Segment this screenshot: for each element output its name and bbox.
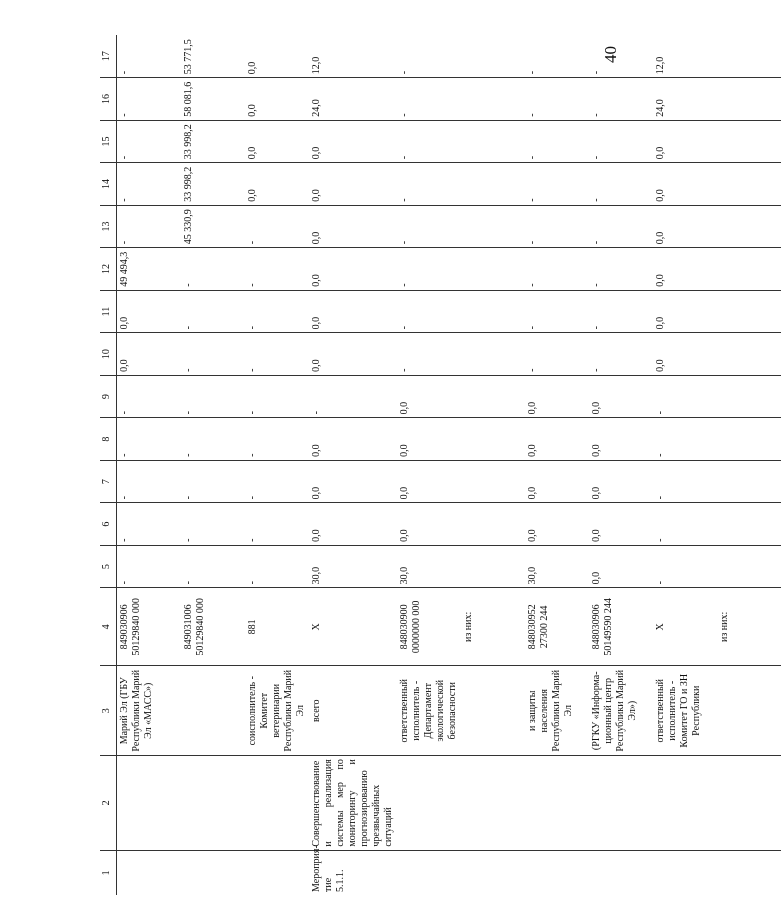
value-cell-col-17: 12,0 [309,35,397,78]
table-row [717,35,781,895]
budget-code-cell: 881 [245,588,309,666]
value-cell-col-13: - [117,205,182,248]
value-cell-col-6: 0,0 [525,503,589,546]
value-cell-col-16: 0,0 [245,78,309,121]
value-cell-col-17: 53 771,5 [181,35,245,78]
value-cell-col-15: 0,0 [245,120,309,163]
event-code-cell [653,850,717,895]
value-cell-col-6: 0,0 [589,503,653,546]
table-row [117,35,182,895]
value-cell-col-8: 0,0 [525,418,589,461]
value-cell-col-10: 0,0 [653,333,717,376]
column-header-2: 2 [100,756,117,851]
value-cell-col-7: - [181,460,245,503]
value-cell-col-5 [717,545,781,588]
value-cell-col-12: - [181,248,245,291]
event-code-cell [117,850,182,895]
value-cell-col-17 [461,35,525,78]
executor-cell [717,666,781,756]
value-cell-col-16: - [589,78,653,121]
value-cell-col-11: - [525,290,589,333]
value-cell-col-9: - [245,375,309,418]
value-cell-col-5: - [117,545,182,588]
value-cell-col-11: - [589,290,653,333]
value-cell-col-10: - [397,333,461,376]
value-cell-col-16: - [397,78,461,121]
value-cell-col-15: - [117,120,182,163]
value-cell-col-15: - [525,120,589,163]
value-cell-col-17: - [397,35,461,78]
value-cell-col-8: - [245,418,309,461]
event-name-cell [245,756,309,851]
executor-cell: Марий Эл (ГБУ Республики Марий Эл «МАСС») [117,666,182,756]
value-cell-col-13: - [397,205,461,248]
value-cell-col-11 [461,290,525,333]
column-header-17: 17 [100,35,117,78]
value-cell-col-7: 0,0 [589,460,653,503]
value-cell-col-17 [717,35,781,78]
executor-cell: (РГКУ «Информа-ционный центр Республики Марий Эл») [589,666,653,756]
value-cell-col-5: 30,0 [525,545,589,588]
value-cell-col-6: 0,0 [309,503,397,546]
value-cell-col-9: - [309,375,397,418]
value-cell-col-12 [717,248,781,291]
value-cell-col-17: 0,0 [245,35,309,78]
value-cell-col-14: 0,0 [653,163,717,206]
event-name-cell [461,756,525,851]
value-cell-col-8: - [653,418,717,461]
value-cell-col-13: - [589,205,653,248]
value-cell-col-12: 49 494,3 [117,248,182,291]
event-name-cell [397,756,461,851]
value-cell-col-13: - [245,205,309,248]
value-cell-col-8 [717,418,781,461]
value-cell-col-10: 0,0 [117,333,182,376]
event-code-cell [181,850,245,895]
value-cell-col-11: - [181,290,245,333]
column-header-3: 3 [100,666,117,756]
event-name-cell [117,756,182,851]
value-cell-col-12 [461,248,525,291]
event-code-cell: Мероприя-тие 5.1.1. [311,845,346,892]
value-cell-col-17: - [589,35,653,78]
budget-code-cell: 848030900 0000000 000 [397,588,461,666]
value-cell-col-9: 0,0 [525,375,589,418]
event-name-cell [589,756,653,851]
value-cell-col-9 [717,375,781,418]
value-cell-col-5: - [181,545,245,588]
event-code-cell [717,850,781,895]
value-cell-col-13 [717,205,781,248]
value-cell-col-16 [717,78,781,121]
table-row [653,35,717,895]
value-cell-col-17: - [117,35,182,78]
table-row [309,35,397,895]
value-cell-col-7: 0,0 [309,460,397,503]
column-header-11: 11 [100,290,117,333]
page-number: 40 [601,46,620,63]
budget-code-cell: X [653,588,717,666]
value-cell-col-15 [461,120,525,163]
value-cell-col-6: - [181,503,245,546]
column-header-7: 7 [100,460,117,503]
value-cell-col-12: - [525,248,589,291]
budget-code-cell: из них: [717,588,781,666]
event-code-cell [589,850,653,895]
event-code-cell [525,850,589,895]
value-cell-col-6: - [653,503,717,546]
value-cell-col-10: - [181,333,245,376]
value-cell-col-13: 45 330,9 [181,205,245,248]
value-cell-col-16: - [117,78,182,121]
value-cell-col-13: - [525,205,589,248]
value-cell-col-16 [461,78,525,121]
value-cell-col-14 [461,163,525,206]
value-cell-col-14: - [589,163,653,206]
executor-cell: ответственный исполнитель - Комитет ГО и ЗН Республики [653,666,717,756]
event-code-cell [397,850,461,895]
value-cell-col-6: - [117,503,182,546]
value-cell-col-14: - [525,163,589,206]
column-header-8: 8 [100,418,117,461]
value-cell-col-10: - [245,333,309,376]
value-cell-col-7 [461,460,525,503]
budget-code-cell: 848030906 50149590 244 [589,588,653,666]
value-cell-col-9: - [117,375,182,418]
value-cell-col-13 [461,205,525,248]
value-cell-col-7: 0,0 [525,460,589,503]
value-cell-col-9: - [653,375,717,418]
value-cell-col-11: - [397,290,461,333]
value-cell-col-7: - [117,460,182,503]
column-header-4: 4 [100,588,117,666]
value-cell-col-14: 33 998,2 [181,163,245,206]
executor-cell: и защиты населения Республики Марий Эл [525,666,589,756]
executor-cell [461,666,525,756]
executor-cell [181,666,245,756]
event-name-cell: Совершенствование и реализация системы мер по мониторингу и прогнозированию чрезвычайных ситуаций [309,756,397,851]
value-cell-col-10 [717,333,781,376]
event-code-cell [461,850,525,895]
value-cell-col-6: 0,0 [397,503,461,546]
value-cell-col-6: - [245,503,309,546]
value-cell-col-12: - [245,248,309,291]
value-cell-col-10: - [589,333,653,376]
column-header-16: 16 [100,78,117,121]
column-header-9: 9 [100,375,117,418]
event-name-cell [653,756,717,851]
column-header-13: 13 [100,205,117,248]
value-cell-col-5: - [245,545,309,588]
column-header-5: 5 [100,545,117,588]
value-cell-col-12: - [589,248,653,291]
column-header-6: 6 [100,503,117,546]
value-cell-col-15: 0,0 [309,120,397,163]
value-cell-col-11: 0,0 [117,290,182,333]
value-cell-col-10: 0,0 [309,333,397,376]
value-cell-col-8 [461,418,525,461]
value-cell-col-8: - [117,418,182,461]
budget-code-cell: X [309,588,397,666]
value-cell-col-6 [717,503,781,546]
value-cell-col-15: - [397,120,461,163]
value-cell-col-9: - [181,375,245,418]
value-cell-col-10: - [525,333,589,376]
value-cell-col-15: - [589,120,653,163]
column-header-12: 12 [100,248,117,291]
value-cell-col-11: - [245,290,309,333]
value-cell-col-14: 0,0 [309,163,397,206]
table-row [397,35,461,895]
value-cell-col-10 [461,333,525,376]
value-cell-col-16: 58 081,6 [181,78,245,121]
value-cell-col-8: 0,0 [397,418,461,461]
event-name-cell [525,756,589,851]
value-cell-col-8: 0,0 [309,418,397,461]
value-cell-col-13: 0,0 [653,205,717,248]
value-cell-col-15 [717,120,781,163]
value-cell-col-9: 0,0 [589,375,653,418]
table-row [525,35,589,895]
value-cell-col-16: 24,0 [309,78,397,121]
value-cell-col-5: - [653,545,717,588]
table-row [181,35,245,895]
value-cell-col-7: - [245,460,309,503]
column-header-1: 1 [100,850,117,895]
value-cell-col-14: - [397,163,461,206]
value-cell-col-5: 0,0 [589,545,653,588]
value-cell-col-16: 24,0 [653,78,717,121]
column-header-10: 10 [100,333,117,376]
value-cell-col-11 [717,290,781,333]
value-cell-col-12: 0,0 [309,248,397,291]
value-cell-col-17: 12,0 [653,35,717,78]
value-cell-col-14 [717,163,781,206]
table-row [589,35,653,895]
budget-table [100,35,781,895]
budget-code-cell: 849031006 50129840 000 [181,588,245,666]
value-cell-col-14: 0,0 [245,163,309,206]
event-code-cell [245,850,309,895]
value-cell-col-14: - [117,163,182,206]
table-body [117,35,781,895]
value-cell-col-13: 0,0 [309,205,397,248]
budget-code-cell: из них: [461,588,525,666]
value-cell-col-15: 0,0 [653,120,717,163]
value-cell-col-7: - [653,460,717,503]
value-cell-col-6 [461,503,525,546]
table-row [245,35,309,895]
budget-code-cell: 849030906 50129840 000 [117,588,182,666]
value-cell-col-8: - [181,418,245,461]
budget-code-cell: 848030952 27300 244 [525,588,589,666]
value-cell-col-16: - [525,78,589,121]
value-cell-col-5: 30,0 [309,545,397,588]
value-cell-col-9: 0,0 [397,375,461,418]
event-name-cell [181,756,245,851]
executor-cell: всего [309,666,397,756]
value-cell-col-7 [717,460,781,503]
value-cell-col-5: 30,0 [397,545,461,588]
rotated-table-wrapper [100,35,730,895]
table-row [461,35,525,895]
column-header-15: 15 [100,120,117,163]
value-cell-col-11: 0,0 [653,290,717,333]
executor-cell: ответственный исполнитель - Департамент экологической безопасности [397,666,461,756]
header-row [100,35,117,895]
column-header-14: 14 [100,163,117,206]
value-cell-col-8: 0,0 [589,418,653,461]
value-cell-col-7: 0,0 [397,460,461,503]
executor-cell: соисполнитель - Комитет ветеринарии Республики Марий Эл [245,666,309,756]
event-name-cell [717,756,781,851]
value-cell-col-17: - [525,35,589,78]
value-cell-col-9 [461,375,525,418]
value-cell-col-12: - [397,248,461,291]
value-cell-col-5 [461,545,525,588]
value-cell-col-11: 0,0 [309,290,397,333]
value-cell-col-15: 33 998,2 [181,120,245,163]
value-cell-col-12: 0,0 [653,248,717,291]
